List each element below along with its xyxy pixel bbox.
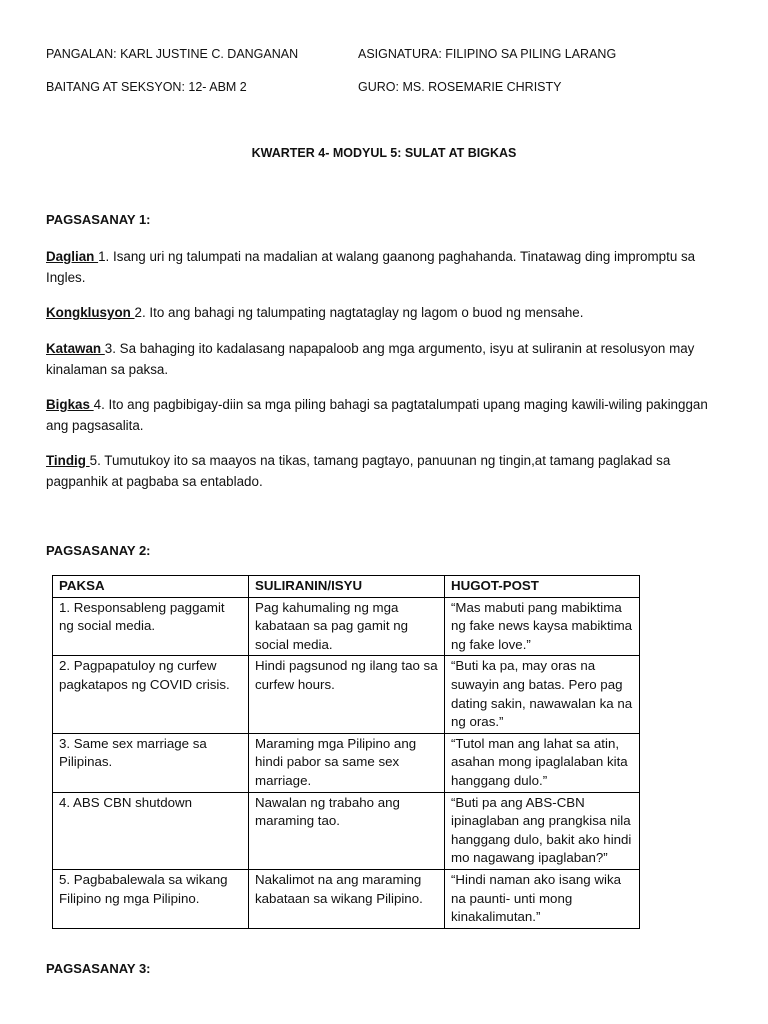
definition-text: 3. Sa bahaging ito kadalasang napapaloob ang mga argumento, isyu at suliranin at resolusyon may kinalaman sa paksa. [46,341,695,377]
column-header-paksa: PAKSA [53,576,249,598]
table-cell: “Hindi naman ako isang wika na paunti- unti mong kinakalimutan.” [445,869,640,928]
teacher-name: GURO: MS. ROSEMARIE CHRISTY [358,80,562,94]
table-cell: 3. Same sex marriage sa Pilipinas. [53,733,249,792]
table-row [53,792,640,869]
table-cell: Nakalimot na ang maraming kabataan sa wikang Pilipino. [249,869,445,928]
table-cell: “Tutol man ang lahat sa atin, asahan mong ipaglalaban kita hanggang dulo.” [445,733,640,792]
definition-term: Bigkas [46,397,94,412]
table-row [53,597,640,656]
table-cell: “Buti ka pa, may oras na suwayin ang batas. Pero pag dating sakin, nawawalan ka na ng oras.” [445,656,640,733]
table-row [53,869,640,928]
grade-section: BAITANG AT SEKSYON: 12- ABM 2 [46,80,247,94]
definition-item [46,302,726,323]
definition-text: 5. Tumutukoy ito sa maayos na tikas, tamang pagtayo, panuunan ng tingin,at tamang paglakad sa pagpanhik at pagbaba sa entablado. [46,453,671,489]
table-row [53,733,640,792]
table-cell: 5. Pagbabalewala sa wikang Filipino ng mga Pilipino. [53,869,249,928]
table-cell: “Buti pa ang ABS-CBN ipinaglaban ang prangkisa nila hanggang dulo, bakit ako hindi mo nagawang ipaglaban?” [445,792,640,869]
definition-item [46,246,726,288]
definition-term: Katawan [46,341,105,356]
table-header-row [53,576,640,598]
table-row [53,656,640,733]
exercise1-heading: PAGSASANAY 1: [46,212,151,227]
exercise3-heading: PAGSASANAY 3: [46,961,151,976]
table-cell: 2. Pagpapatuloy ng curfew pagkatapos ng COVID crisis. [53,656,249,733]
definition-term: Kongklusyon [46,305,135,320]
definition-text: 4. Ito ang pagbibigay-diin sa mga piling bahagi sa pagtatalumpati upang maging kawili-wiling pakinggan ang pagsasalita. [46,397,708,433]
column-header-suliranin: SULIRANIN/ISYU [249,576,445,598]
column-header-hugot: HUGOT-POST [445,576,640,598]
definition-item [46,338,726,380]
module-title: KWARTER 4- MODYUL 5: SULAT AT BIGKAS [251,146,517,160]
definition-item [46,394,726,436]
definition-text: 1. Isang uri ng talumpati na madalian at walang gaanong paghahanda. Tinatawag ding impromptu sa Ingles. [46,249,696,285]
table-cell: 4. ABS CBN shutdown [53,792,249,869]
hugot-table [52,575,640,929]
definition-item [46,450,726,492]
table-cell: Maraming mga Pilipino ang hindi pabor sa same sex marriage. [249,733,445,792]
table-cell: Nawalan ng trabaho ang maraming tao. [249,792,445,869]
student-name: PANGALAN: KARL JUSTINE C. DANGANAN [46,47,299,61]
definition-term: Daglian [46,249,99,264]
table-cell: Hindi pagsunod ng ilang tao sa curfew hours. [249,656,445,733]
exercise2-heading: PAGSASANAY 2: [46,543,151,558]
table-cell: 1. Responsableng paggamit ng social media. [53,597,249,656]
subject-label: ASIGNATURA: FILIPINO SA PILING LARANG [358,47,617,61]
table-cell: “Mas mabuti pang mabiktima ng fake news kaysa mabiktima ng fake love.” [445,597,640,656]
definition-term: Tindig [46,453,90,468]
table-cell: Pag kahumaling ng mga kabataan sa pag gamit ng social media. [249,597,445,656]
definition-text: 2. Ito ang bahagi ng talumpating nagtataglay ng lagom o buod ng mensahe. [134,305,584,320]
